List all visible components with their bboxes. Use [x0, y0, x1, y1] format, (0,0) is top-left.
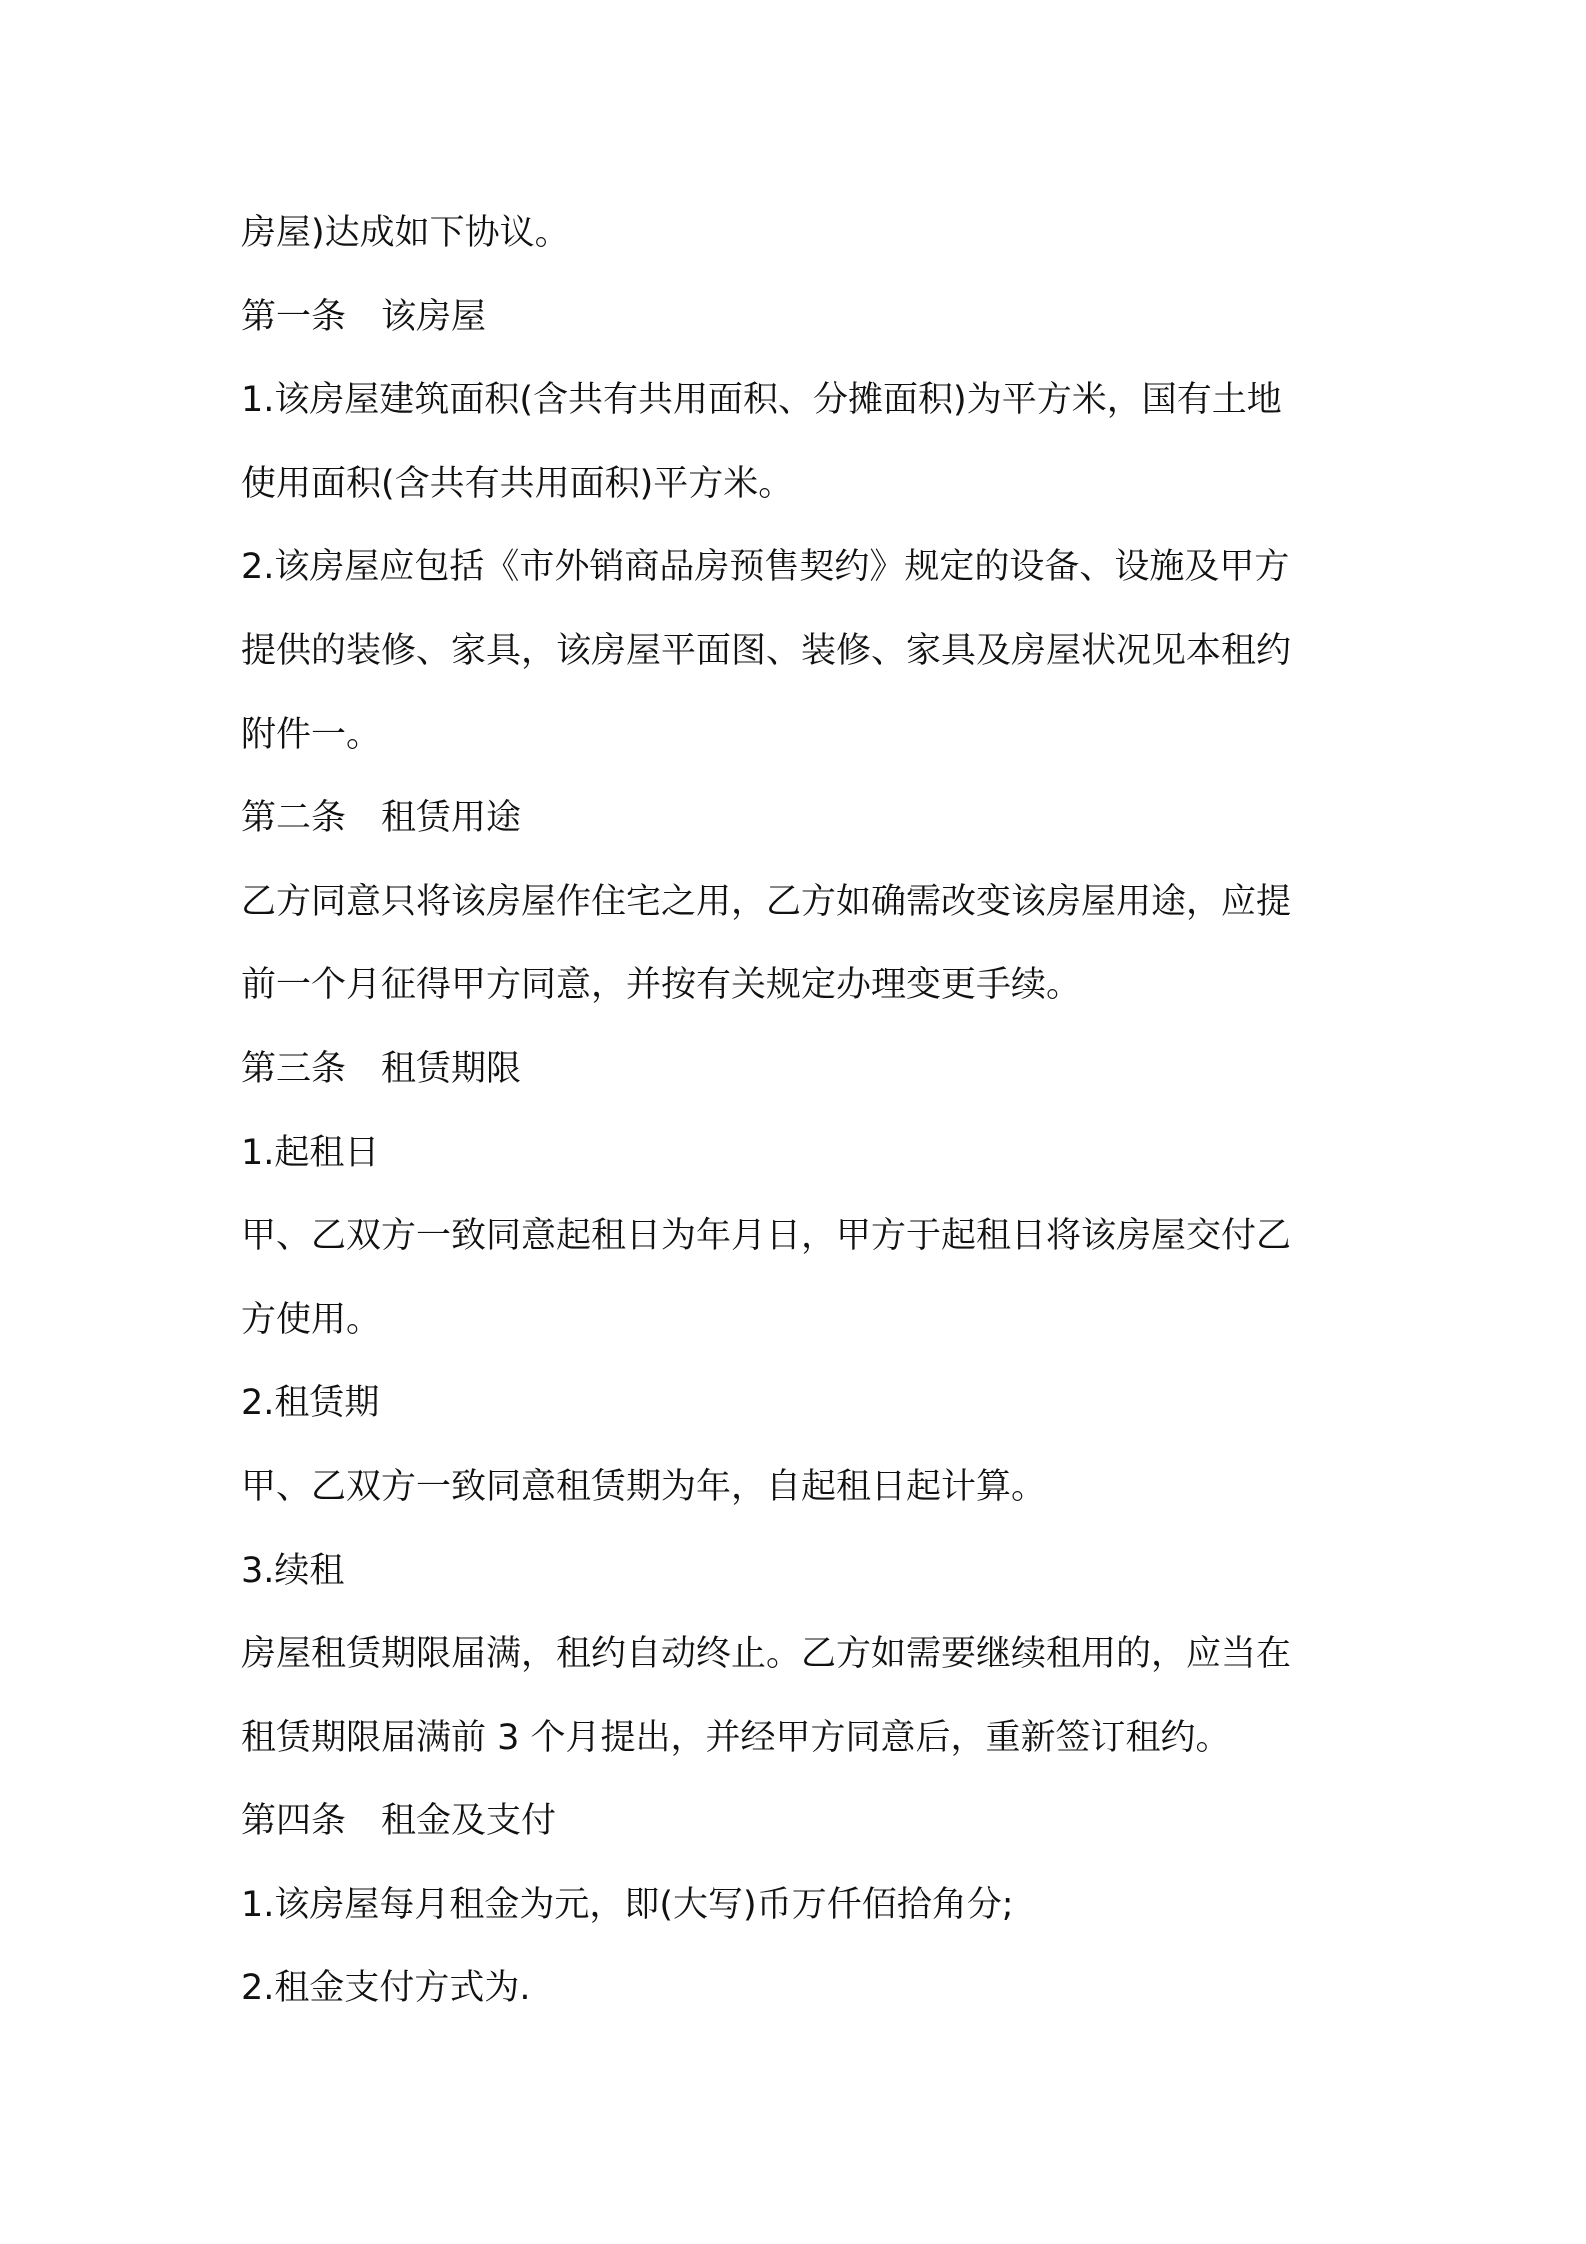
document-body [241, 192, 1356, 2031]
text-line: 提供的装修、家具，该房屋平面图、装修、家具及房屋状况见本租约 [241, 630, 1292, 671]
text-line: 1.该房屋每月租金为元，即(大写)币万仟佰拾角分; [241, 1884, 1014, 1925]
text-line: 房屋租赁期限届满，租约自动终止。乙方如需要继续租用的，应当在 [241, 1634, 1292, 1675]
text-line: 2.租金支付方式为. [241, 1968, 531, 2009]
article-heading: 第四条 租金及支付 [241, 1801, 557, 1842]
text-line: 甲、乙双方一致同意租赁期为年，自起租日起计算。 [241, 1466, 1047, 1507]
article-heading: 第三条 租赁期限 [241, 1048, 522, 1089]
text-line: 方使用。 [241, 1299, 382, 1340]
sub-heading: 2.租赁期 [241, 1383, 380, 1424]
text-line: 房屋)达成如下协议。 [241, 213, 570, 253]
text-line: 附件一。 [241, 714, 382, 755]
sub-heading: 1.起租日 [241, 1132, 380, 1173]
text-line: 1.该房屋建筑面积(含共有共用面积、分摊面积)为平方米，国有土地 [241, 380, 1282, 421]
text-line: 租赁期限届满前 3 个月提出，并经甲方同意后，重新签订租约。 [241, 1717, 1231, 1758]
text-line: 2.该房屋应包括《市外销商品房预售契约》规定的设备、设施及甲方 [241, 547, 1290, 588]
text-line: 甲、乙双方一致同意起租日为年月日，甲方于起租日将该房屋交付乙 [241, 1216, 1292, 1257]
text-line: 使用面积(含共有共用面积)平方米。 [241, 463, 794, 504]
text-line: 乙方同意只将该房屋作住宅之用，乙方如确需改变该房屋用途，应提 [241, 881, 1292, 922]
sub-heading: 3.续租 [241, 1550, 345, 1591]
article-heading: 第二条 租赁用途 [241, 798, 522, 839]
text-line: 前一个月征得甲方同意，并按有关规定办理变更手续。 [241, 965, 1082, 1006]
article-heading: 第一条 该房屋 [241, 296, 487, 337]
